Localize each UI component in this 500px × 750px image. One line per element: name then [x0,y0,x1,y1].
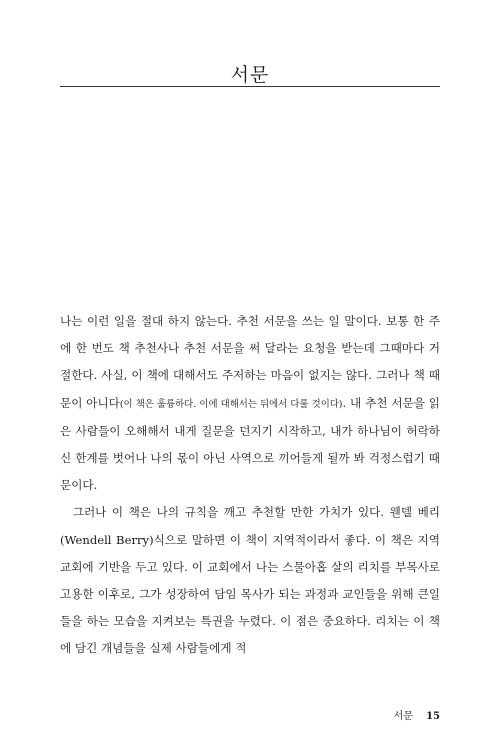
paragraph-1 [60,308,440,499]
body-text [60,308,440,663]
page-footer [394,707,440,722]
paragraph-1-aside: (이 책은 훌륭하다. 이에 대해서는 뒤에서 다룰 것이다) [119,398,343,410]
page-number: 15 [426,711,440,722]
paragraph-1-text-a: 나는 이런 일을 절대 하지 않는다. 추천 서문을 쓰는 일 말이다. 보통 한 주에 한 번도 책 추천사나 추천 서문을 써 달라는 요청을 받는데 그때마다 거절한다. 사실, 이 책에 대해서도 주저하는 마음이 없지는 않다. 그러나 책 때문이 아니다 [60,314,440,410]
running-footer-label: 서문 [393,711,413,722]
paragraph-1-text-b: . 내 추천 서문을 읽은 사람들이 오해해서 내게 질문을 던지기 시작하고, 내가 하나님이 허락하신 한계를 벗어나 나의 몫이 아닌 사역으로 끼어들게 될까 봐 걱정스럽기 때문이다. [60,395,441,493]
paragraph-2: 그러나 이 책은 나의 규칙을 깨고 추천할 만한 가치가 있다. 웬델 베리(Wendell Berry)식으로 말하면 이 책이 지역적이라서 좋다. 이 책은 지역 교회에 기반을 두고 있다. 이 교회에서 나는 스물아홉 살의 리치를 부목사로 고용한 이후로, 그가 성장하여 담임 목사가 되는 과정과 교인들을 위해 큰일들을 하는 모습을 지켜보는 특권을 누렸다. 이 점은 중요하다. 리치는 이 책에 담긴 개념들을 실제 사람들에게 적 [60,505,440,656]
page-title: 서문 [230,64,270,86]
title-rule [60,86,440,87]
